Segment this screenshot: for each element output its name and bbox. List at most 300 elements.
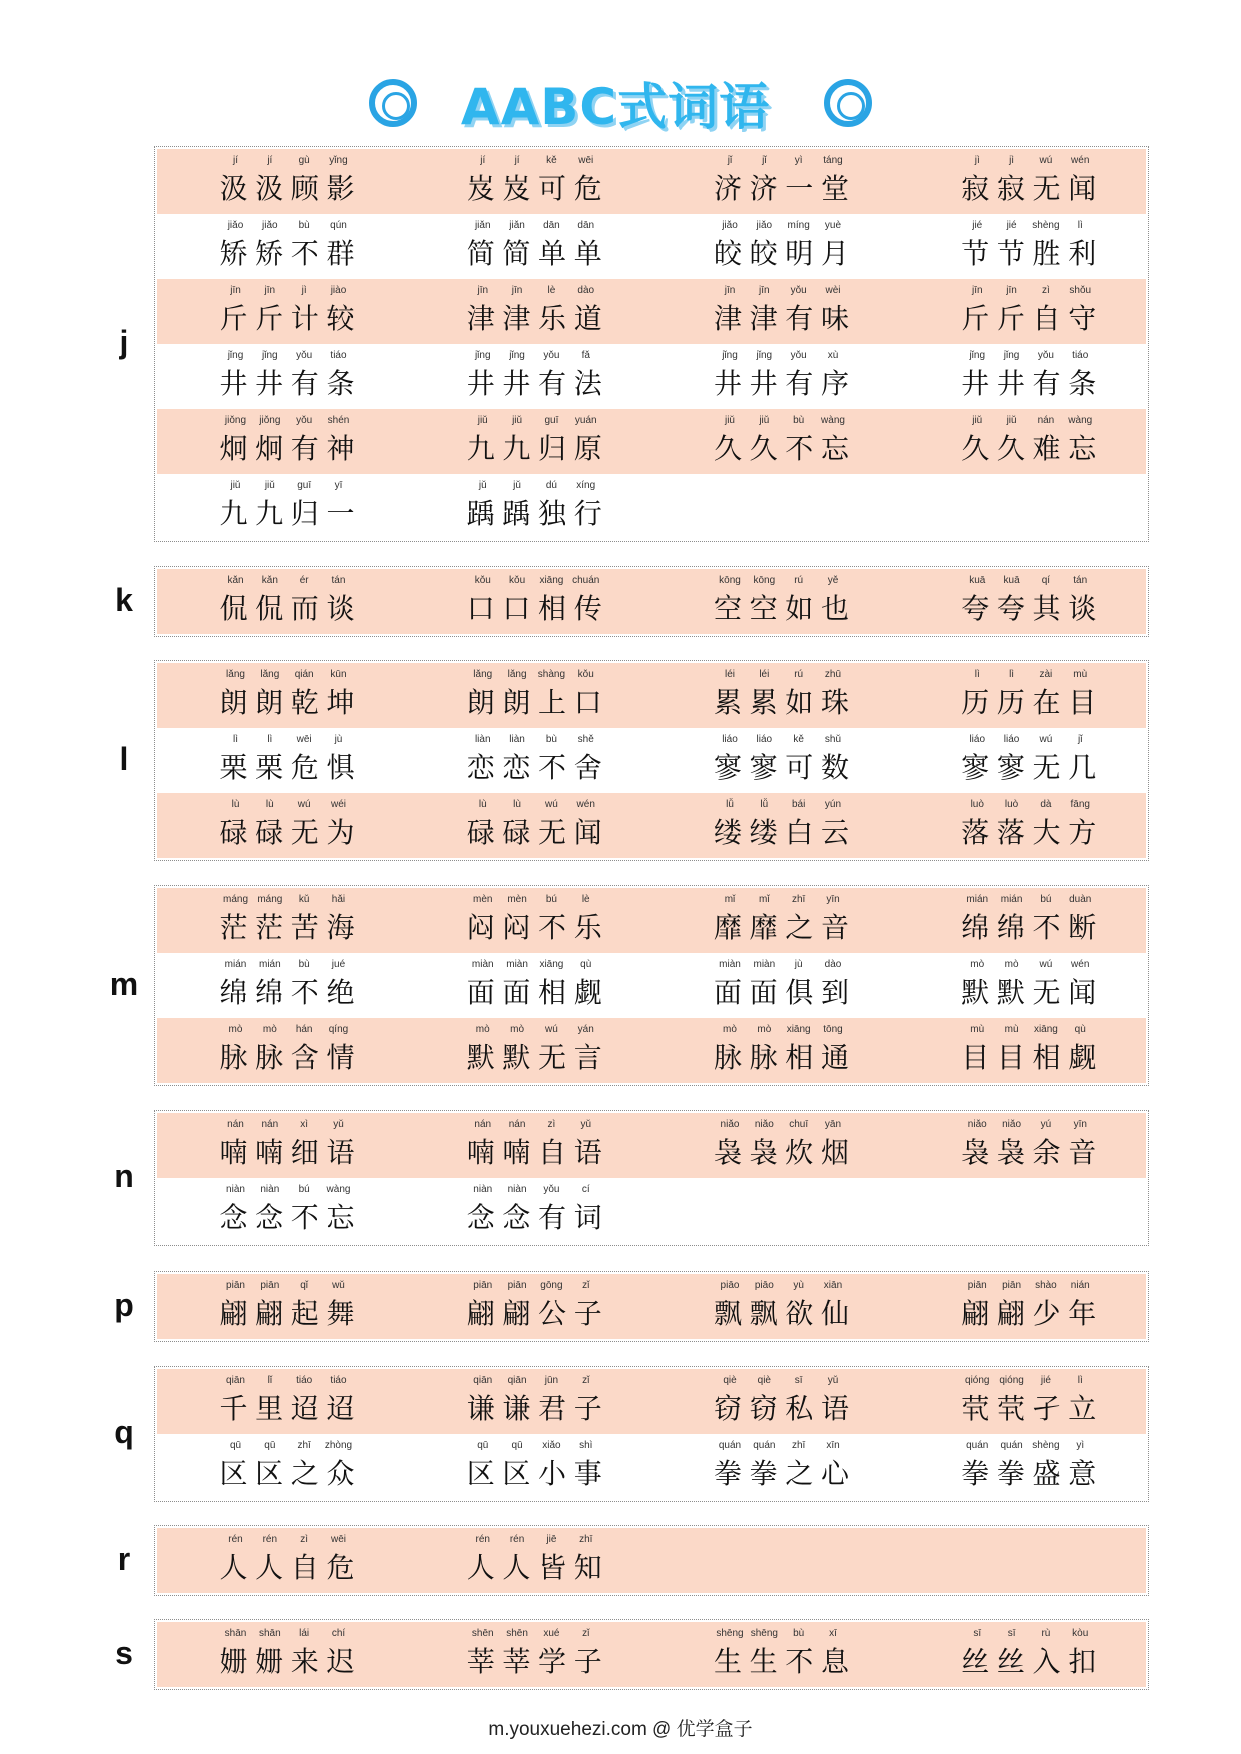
- pinyin-line: [464, 415, 604, 431]
- hanzi-char: 不: [1032, 911, 1061, 944]
- hanzi-word: [464, 1296, 604, 1332]
- footer-credit: m.youxuehezi.com @ 优学盒子: [488, 1719, 753, 1740]
- pinyin-syllable: chuán: [572, 575, 600, 586]
- page-title: AABC式词语: [460, 78, 771, 136]
- idiom: [464, 285, 604, 337]
- pinyin-syllable: xì: [300, 1119, 309, 1130]
- pinyin-syllable: chí: [331, 1628, 346, 1639]
- pinyin-syllable: yǒu: [790, 350, 807, 361]
- word-cell: [652, 663, 899, 728]
- pinyin-syllable: jì: [1009, 155, 1015, 166]
- pinyin-syllable: qù: [580, 959, 592, 970]
- word-cell: [652, 474, 899, 539]
- hanzi-char: 简: [502, 237, 531, 270]
- pinyin-syllable: shēn: [506, 1628, 528, 1639]
- hanzi-char: 年: [1068, 1297, 1097, 1330]
- hanzi-char: 盛: [1032, 1457, 1061, 1490]
- pinyin-syllable: qiè: [723, 1375, 737, 1386]
- word-cell: [157, 279, 404, 344]
- hanzi-char: 寥: [749, 751, 778, 784]
- idiom: [712, 894, 852, 946]
- hanzi-char: 皎: [713, 237, 742, 270]
- pinyin-syllable: qún: [330, 220, 347, 231]
- idiom: [959, 350, 1099, 402]
- hanzi-char: 单: [538, 237, 567, 270]
- pinyin-syllable: yǒu: [296, 350, 313, 361]
- hanzi-word: [712, 591, 852, 627]
- pinyin-syllable: duàn: [1069, 894, 1092, 905]
- hanzi-char: 茫: [219, 911, 248, 944]
- hanzi-char: 袅: [749, 1136, 778, 1169]
- hanzi-char: 井: [255, 367, 284, 400]
- word-cell: [652, 279, 899, 344]
- hanzi-word: [464, 750, 604, 786]
- pinyin-syllable: lù: [231, 799, 240, 810]
- word-cell: [157, 214, 404, 279]
- pinyin-syllable: kǒu: [509, 575, 526, 586]
- section-letter: s: [115, 1634, 133, 1671]
- table-row: [157, 409, 1146, 474]
- hanzi-char: 归: [538, 432, 567, 465]
- pinyin-syllable: qū: [511, 1440, 523, 1451]
- hanzi-char: 归: [290, 497, 319, 530]
- hanzi-char: 忘: [820, 432, 849, 465]
- hanzi-char: 闷: [466, 911, 495, 944]
- idiom: [959, 1280, 1099, 1332]
- hanzi-char: 条: [326, 367, 355, 400]
- pinyin-syllable: yān: [824, 1119, 842, 1130]
- hanzi-char: 济: [749, 172, 778, 205]
- hanzi-char: 有: [1032, 367, 1061, 400]
- hanzi-word: [712, 366, 852, 402]
- hanzi-char: 节: [996, 237, 1025, 270]
- pinyin-syllable: wú: [1039, 155, 1053, 166]
- pinyin-syllable: jí: [514, 155, 520, 166]
- pinyin-line: [712, 155, 852, 171]
- pinyin-syllable: jǐng: [227, 350, 244, 361]
- hanzi-char: 白: [785, 816, 814, 849]
- hanzi-word: [959, 171, 1099, 207]
- pinyin-syllable: jí: [267, 155, 273, 166]
- idiom: [712, 1024, 852, 1076]
- table-row: [157, 663, 1146, 728]
- hanzi-char: 袅: [713, 1136, 742, 1169]
- hanzi-word: [959, 975, 1099, 1011]
- pinyin-line: [959, 799, 1099, 815]
- hanzi-char: 学: [538, 1645, 567, 1678]
- pinyin-syllable: shèng: [1032, 1440, 1060, 1451]
- hanzi-word: [959, 685, 1099, 721]
- word-cell: [899, 1622, 1146, 1687]
- pinyin-line: [464, 1280, 604, 1296]
- pinyin-syllable: mèn: [473, 894, 493, 905]
- hanzi-word: [959, 1296, 1099, 1332]
- pinyin-line: [712, 285, 852, 301]
- idiom: [959, 1024, 1099, 1076]
- pinyin-syllable: qí: [1041, 575, 1051, 586]
- word-table: [154, 1110, 1149, 1246]
- pinyin-syllable: jiǒng: [259, 415, 281, 426]
- idiom: [217, 669, 357, 721]
- pinyin-syllable: kǒu: [577, 669, 594, 680]
- hanzi-word: [464, 591, 604, 627]
- pinyin-line: [712, 1119, 852, 1135]
- pinyin-syllable: shě: [577, 734, 594, 745]
- word-cell: [404, 214, 651, 279]
- idiom: [464, 350, 604, 402]
- hanzi-char: 口: [573, 686, 602, 719]
- pinyin-line: [959, 1628, 1099, 1644]
- word-cell: [157, 728, 404, 793]
- idiom: [959, 1119, 1099, 1171]
- pinyin-line: [217, 1628, 357, 1644]
- pinyin-syllable: jiǎo: [227, 220, 244, 231]
- pinyin-syllable: xué: [543, 1628, 560, 1639]
- word-cell: [157, 793, 404, 858]
- hanzi-char: 目: [1068, 686, 1097, 719]
- hanzi-char: 为: [326, 816, 355, 849]
- hanzi-char: 不: [538, 751, 567, 784]
- word-cell: [404, 728, 651, 793]
- pinyin-syllable: jù: [794, 959, 803, 970]
- hanzi-char: 云: [820, 816, 849, 849]
- pinyin-syllable: piān: [967, 1280, 987, 1291]
- pinyin-syllable: dān: [577, 220, 595, 231]
- hanzi-word: [217, 366, 357, 402]
- pinyin-syllable: tiáo: [330, 1375, 347, 1386]
- hanzi-char: 寥: [996, 751, 1025, 784]
- hanzi-char: 知: [573, 1551, 602, 1584]
- hanzi-char: 窃: [749, 1392, 778, 1425]
- hanzi-char: 生: [713, 1645, 742, 1678]
- hanzi-word: [712, 1040, 852, 1076]
- hanzi-char: 不: [785, 432, 814, 465]
- pinyin-syllable: sī: [1007, 1628, 1016, 1639]
- pinyin-syllable: jí: [233, 155, 238, 166]
- idiom: [217, 1280, 357, 1332]
- pinyin-line: [217, 1184, 357, 1200]
- idiom: [712, 1440, 852, 1492]
- pinyin-syllable: zǐ: [582, 1280, 590, 1291]
- hanzi-char: 有: [538, 367, 567, 400]
- word-cell: [157, 1113, 404, 1178]
- hanzi-char: 斤: [961, 302, 990, 335]
- hanzi-char: 乐: [538, 302, 567, 335]
- word-cell: [404, 1528, 651, 1593]
- word-cell: [652, 409, 899, 474]
- hanzi-char: 绵: [255, 976, 284, 1009]
- pinyin-syllable: rén: [262, 1534, 278, 1545]
- hanzi-word: [217, 815, 357, 851]
- idiom: [217, 220, 357, 272]
- idiom: [464, 799, 604, 851]
- pinyin-syllable: jiǎo: [722, 220, 738, 231]
- hanzi-char: 面: [713, 976, 742, 1009]
- word-cell: [652, 569, 899, 634]
- word-cell: [404, 1434, 651, 1499]
- pinyin-line: [712, 1024, 852, 1040]
- pinyin-syllable: mǐ: [724, 894, 736, 905]
- hanzi-char: 方: [1068, 816, 1097, 849]
- word-cell: [652, 728, 899, 793]
- hanzi-char: 明: [785, 237, 814, 270]
- hanzi-char: 数: [820, 751, 849, 784]
- pinyin-syllable: tiáo: [330, 350, 347, 361]
- idiom: [217, 1024, 357, 1076]
- hanzi-char: 炯: [219, 432, 248, 465]
- hanzi-char: 几: [1068, 751, 1097, 784]
- idiom: [959, 155, 1099, 207]
- hanzi-char: 觑: [573, 976, 602, 1009]
- word-cell: [157, 409, 404, 474]
- pinyin-line: [464, 220, 604, 236]
- hanzi-word: [217, 496, 357, 532]
- hanzi-word: [959, 366, 1099, 402]
- hanzi-char: 月: [820, 237, 849, 270]
- hanzi-char: 忘: [326, 1201, 355, 1234]
- hanzi-word: [712, 685, 852, 721]
- pinyin-syllable: lǎng: [260, 669, 280, 680]
- hanzi-word: [959, 1644, 1099, 1680]
- idiom: [959, 734, 1099, 786]
- pinyin-syllable: zhī: [579, 1534, 593, 1545]
- pinyin-syllable: jiào: [330, 285, 347, 296]
- idiom: [712, 285, 852, 337]
- pinyin-syllable: táng: [823, 155, 843, 166]
- word-cell: [652, 888, 899, 953]
- pinyin-syllable: jǔ: [478, 480, 487, 491]
- word-cell: [404, 1113, 651, 1178]
- hanzi-char: 夸: [961, 592, 990, 625]
- pinyin-syllable: jiǎn: [474, 220, 491, 231]
- hanzi-char: 闻: [1068, 976, 1097, 1009]
- pinyin-syllable: wú: [545, 799, 558, 810]
- pinyin-syllable: shì: [579, 1440, 593, 1451]
- hanzi-char: 谈: [1068, 592, 1097, 625]
- idiom: [217, 480, 357, 532]
- hanzi-word: [959, 301, 1099, 337]
- table-row: [157, 1622, 1146, 1687]
- pinyin-syllable: piān: [260, 1280, 280, 1291]
- idiom: [217, 959, 357, 1011]
- pinyin-line: [464, 669, 604, 685]
- hanzi-char: 丝: [996, 1645, 1025, 1678]
- pinyin-syllable: yīn: [826, 894, 840, 905]
- hanzi-char: 乐: [573, 911, 602, 944]
- word-cell: [899, 888, 1146, 953]
- hanzi-char: 落: [996, 816, 1025, 849]
- hanzi-char: 绵: [961, 911, 990, 944]
- pinyin-syllable: mò: [510, 1024, 525, 1035]
- idiom: [959, 1375, 1099, 1427]
- pinyin-syllable: jǐng: [509, 350, 525, 361]
- word-cell: [899, 953, 1146, 1018]
- hanzi-char: 人: [219, 1551, 248, 1584]
- hanzi-word: [464, 431, 604, 467]
- pinyin-syllable: tiáo: [1072, 350, 1089, 361]
- pinyin-syllable: jǐ: [762, 155, 767, 166]
- hanzi-word: [712, 1644, 852, 1680]
- hanzi-char: 历: [961, 686, 990, 719]
- pinyin-line: [217, 959, 357, 975]
- word-cell: [652, 1622, 899, 1687]
- pinyin-syllable: wēi: [296, 734, 312, 745]
- hanzi-char: 欲: [785, 1297, 814, 1330]
- hanzi-char: 矫: [219, 237, 248, 270]
- hanzi-char: 姗: [219, 1645, 248, 1678]
- pinyin-line: [217, 1024, 357, 1040]
- pinyin-syllable: máng: [222, 894, 248, 905]
- pinyin-syllable: luò: [1004, 799, 1019, 810]
- hanzi-char: 通: [820, 1041, 849, 1074]
- idiom: [712, 1280, 852, 1332]
- pinyin-syllable: nián: [1070, 1280, 1090, 1291]
- pinyin-syllable: miàn: [719, 959, 741, 970]
- idiom: [464, 1280, 604, 1332]
- hanzi-char: 脉: [713, 1041, 742, 1074]
- pinyin-syllable: piāo: [754, 1280, 774, 1291]
- hanzi-word: [217, 1550, 357, 1586]
- hanzi-char: 汲: [219, 172, 248, 205]
- pinyin-syllable: mò: [723, 1024, 737, 1035]
- hanzi-word: [464, 236, 604, 272]
- hanzi-word: [959, 1456, 1099, 1492]
- hanzi-char: 落: [961, 816, 990, 849]
- pinyin-syllable: jǐ: [727, 155, 733, 166]
- hanzi-char: 喃: [502, 1136, 531, 1169]
- word-cell: [652, 344, 899, 409]
- pinyin-line: [464, 1375, 604, 1391]
- hanzi-word: [217, 1200, 357, 1236]
- hanzi-char: 危: [326, 1551, 355, 1584]
- word-cell: [157, 149, 404, 214]
- pinyin-syllable: xiāng: [786, 1024, 811, 1035]
- pinyin-syllable: shēng: [750, 1628, 778, 1639]
- pinyin-syllable: lì: [233, 734, 238, 745]
- pinyin-syllable: kě: [793, 734, 804, 745]
- word-table: [154, 1619, 1149, 1690]
- hanzi-char: 之: [290, 1457, 319, 1490]
- word-cell: [404, 569, 651, 634]
- hanzi-char: 闻: [573, 816, 602, 849]
- hanzi-word: [464, 1456, 604, 1492]
- hanzi-char: 自: [538, 1136, 567, 1169]
- hanzi-char: 君: [538, 1392, 567, 1425]
- pinyin-syllable: nán: [261, 1119, 279, 1130]
- pinyin-syllable: dà: [1040, 799, 1052, 810]
- word-cell: [652, 1178, 899, 1243]
- hanzi-word: [217, 1391, 357, 1427]
- pinyin-syllable: tán: [331, 575, 346, 586]
- pinyin-syllable: wú: [1039, 959, 1053, 970]
- hanzi-char: 众: [326, 1457, 355, 1490]
- pinyin-syllable: lè: [581, 894, 590, 905]
- hanzi-word: [959, 815, 1099, 851]
- pinyin-syllable: niàn: [507, 1184, 527, 1195]
- word-cell: [404, 149, 651, 214]
- pinyin-syllable: zǐ: [582, 1628, 590, 1639]
- pinyin-syllable: rén: [509, 1534, 525, 1545]
- pinyin-line: [464, 1184, 604, 1200]
- pinyin-syllable: sī: [794, 1375, 803, 1386]
- table-row: [157, 1018, 1146, 1083]
- pinyin-line: [217, 285, 357, 301]
- pinyin-syllable: qiān: [226, 1375, 245, 1386]
- hanzi-char: 矫: [255, 237, 284, 270]
- word-cell: [404, 663, 651, 728]
- hanzi-char: 谦: [466, 1392, 495, 1425]
- word-cell: [404, 474, 651, 539]
- pinyin-syllable: jīn: [971, 285, 983, 296]
- pinyin-syllable: jiǔ: [759, 415, 770, 426]
- word-cell: [157, 888, 404, 953]
- pinyin-syllable: liáo: [756, 734, 773, 745]
- pinyin-syllable: guī: [544, 415, 559, 426]
- pinyin-syllable: jiǎo: [756, 220, 773, 231]
- idiom: [217, 894, 357, 946]
- pinyin-syllable: zhī: [791, 894, 806, 905]
- hanzi-word: [712, 1456, 852, 1492]
- hanzi-word: [712, 1296, 852, 1332]
- pinyin-syllable: tōng: [823, 1024, 843, 1035]
- table-row: [157, 1528, 1146, 1593]
- hanzi-char: 余: [1032, 1136, 1061, 1169]
- pinyin-line: [712, 1280, 852, 1296]
- hanzi-char: 面: [749, 976, 778, 1009]
- section-letter: k: [115, 581, 133, 618]
- word-cell: [652, 1274, 899, 1339]
- hanzi-word: [712, 1391, 852, 1427]
- hanzi-char: 靡: [749, 911, 778, 944]
- hanzi-char: 无: [1032, 172, 1061, 205]
- pinyin-syllable: miàn: [506, 959, 528, 970]
- pinyin-syllable: jiǔ: [230, 480, 241, 491]
- pinyin-syllable: mián: [258, 959, 281, 970]
- hanzi-char: 有: [785, 302, 814, 335]
- pinyin-syllable: wǔ: [332, 1280, 345, 1291]
- pinyin-syllable: shén: [327, 415, 350, 426]
- pinyin-syllable: bù: [545, 734, 557, 745]
- hanzi-char: 有: [785, 367, 814, 400]
- pinyin-line: [959, 1024, 1099, 1040]
- pinyin-syllable: léi: [759, 669, 770, 680]
- hanzi-char: 寥: [961, 751, 990, 784]
- pinyin-syllable: kě: [546, 155, 557, 166]
- pinyin-syllable: dú: [545, 480, 557, 491]
- pinyin-syllable: wàng: [326, 1184, 351, 1195]
- pinyin-line: [959, 285, 1099, 301]
- hanzi-char: 其: [1032, 592, 1061, 625]
- hanzi-char: 井: [713, 367, 742, 400]
- pinyin-line: [464, 1628, 604, 1644]
- word-cell: [157, 1528, 404, 1593]
- hanzi-char: 济: [713, 172, 742, 205]
- hanzi-word: [217, 171, 357, 207]
- pinyin-syllable: máng: [257, 894, 283, 905]
- pinyin-syllable: jǐng: [262, 350, 278, 361]
- word-cell: [652, 1113, 899, 1178]
- hanzi-char: 寥: [713, 751, 742, 784]
- word-table: [154, 885, 1149, 1086]
- word-cell: [652, 1018, 899, 1083]
- pinyin-syllable: shān: [224, 1628, 247, 1639]
- hanzi-char: 茕: [961, 1392, 990, 1425]
- hanzi-char: 简: [466, 237, 495, 270]
- pinyin-line: [217, 799, 357, 815]
- pinyin-syllable: mò: [757, 1024, 772, 1035]
- hanzi-char: 栗: [255, 751, 284, 784]
- hanzi-char: 闷: [502, 911, 531, 944]
